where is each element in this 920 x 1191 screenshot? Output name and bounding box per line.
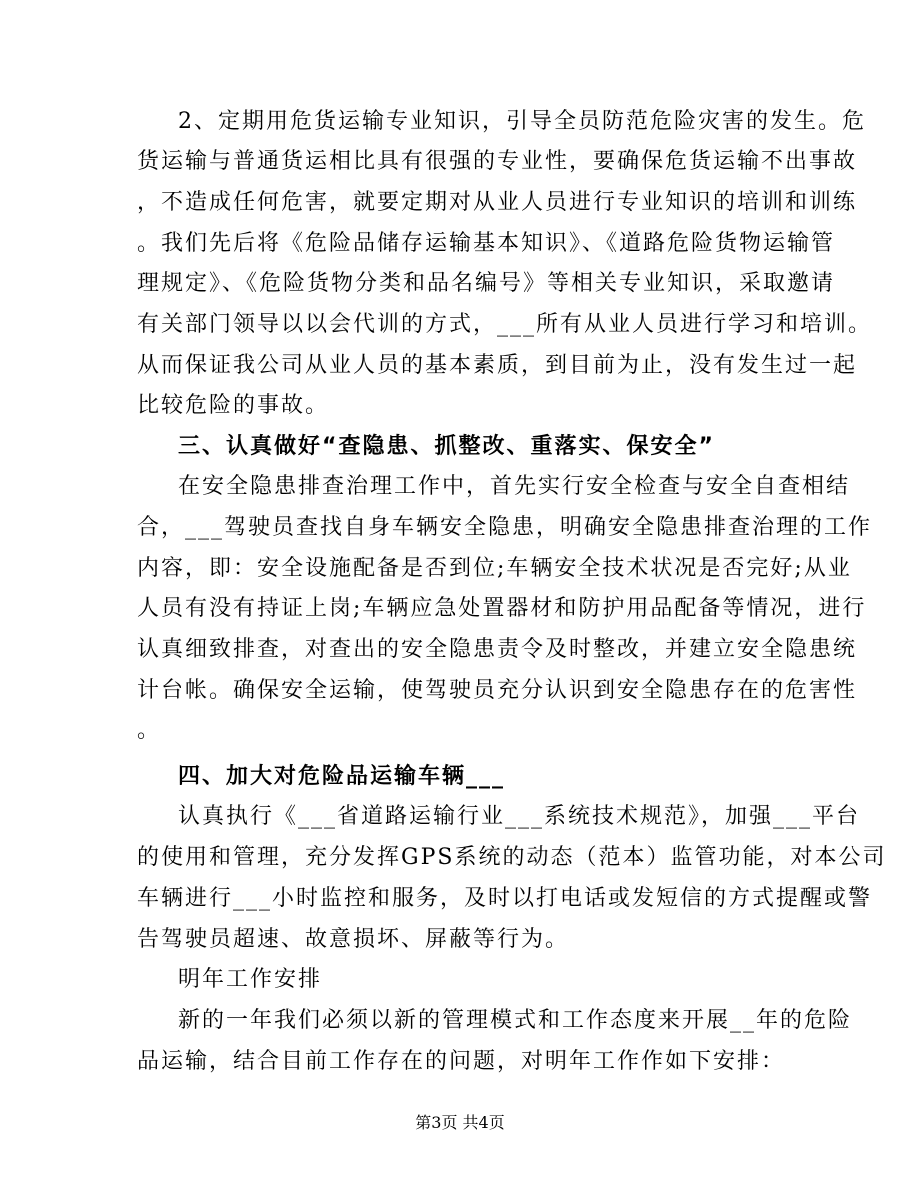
paragraph-line: 的使用和管理，充分发挥GPS系统的动态（范本）监管功能，对本公司 bbox=[137, 845, 887, 870]
paragraph-line: 。 bbox=[137, 718, 162, 743]
paragraph-line: 从而保证我公司从业人员的基本素质，到目前为止，没有发生过一起 bbox=[137, 353, 858, 378]
section-heading: 三、认真做好“查隐患、抓整改、重落实、保安全” bbox=[178, 434, 715, 459]
page-number-footer: 第3页 共4页 bbox=[415, 1113, 505, 1132]
paragraph-line: 新的一年我们必须以新的管理模式和工作态度来开展__年的危险 bbox=[178, 1008, 853, 1033]
paragraph-line: 品运输，结合目前工作存在的问题，对明年工作作如下安排： bbox=[137, 1049, 786, 1074]
paragraph-line: 认真细致排查，对查出的安全隐患责令及时整改，并建立安全隐患统 bbox=[137, 637, 858, 662]
paragraph-line: 车辆进行___小时监控和服务，及时以打电话或发短信的方式提醒或警 bbox=[137, 886, 873, 911]
paragraph-line: 有关部门领导以以会代训的方式，___所有从业人员进行学习和培训。 bbox=[137, 312, 873, 337]
paragraph-line: 。我们先后将《危险品储存运输基本知识》、《道路危险货物运输管 bbox=[137, 231, 836, 256]
paragraph-line: ，不造成任何危害，就要定期对从业人员进行专业知识的培训和训练 bbox=[137, 190, 858, 215]
paragraph-line: 理规定》、《危险货物分类和品名编号》等相关专业知识，采取邀请 bbox=[137, 271, 836, 296]
subheading-line: 明年工作安排 bbox=[178, 967, 323, 992]
paragraph-line: 认真执行《___省道路运输行业___系统技术规范》，加强___平台 bbox=[178, 804, 861, 829]
section-heading: 四、加大对危险品运输车辆___ bbox=[178, 764, 506, 789]
paragraph-line: 告驾驶员超速、故意损坏、屏蔽等行为。 bbox=[137, 927, 570, 952]
paragraph-line: 计台帐。确保安全运输，使驾驶员充分认识到安全隐患存在的危害性 bbox=[137, 678, 858, 703]
paragraph-line: 比较危险的事故。 bbox=[137, 393, 330, 418]
paragraph-line: 人员有没有持证上岗;车辆应急处置器材和防护用品配备等情况，进行 bbox=[137, 596, 867, 621]
paragraph-line: 货运输与普通货运相比具有很强的专业性，要确保危货运输不出事故 bbox=[137, 149, 858, 174]
paragraph-line: 2、定期用危货运输专业知识，引导全员防范危险灾害的发生。危 bbox=[178, 109, 866, 134]
paragraph-line: 在安全隐患排查治理工作中，首先实行安全检查与安全自查相结 bbox=[178, 474, 851, 499]
paragraph-line: 内容，即：安全设施配备是否到位;车辆安全技术状况是否完好;从业 bbox=[137, 556, 852, 581]
paragraph-line: 合，___驾驶员查找自身车辆安全隐患，明确安全隐患排查治理的工作 bbox=[137, 515, 873, 540]
